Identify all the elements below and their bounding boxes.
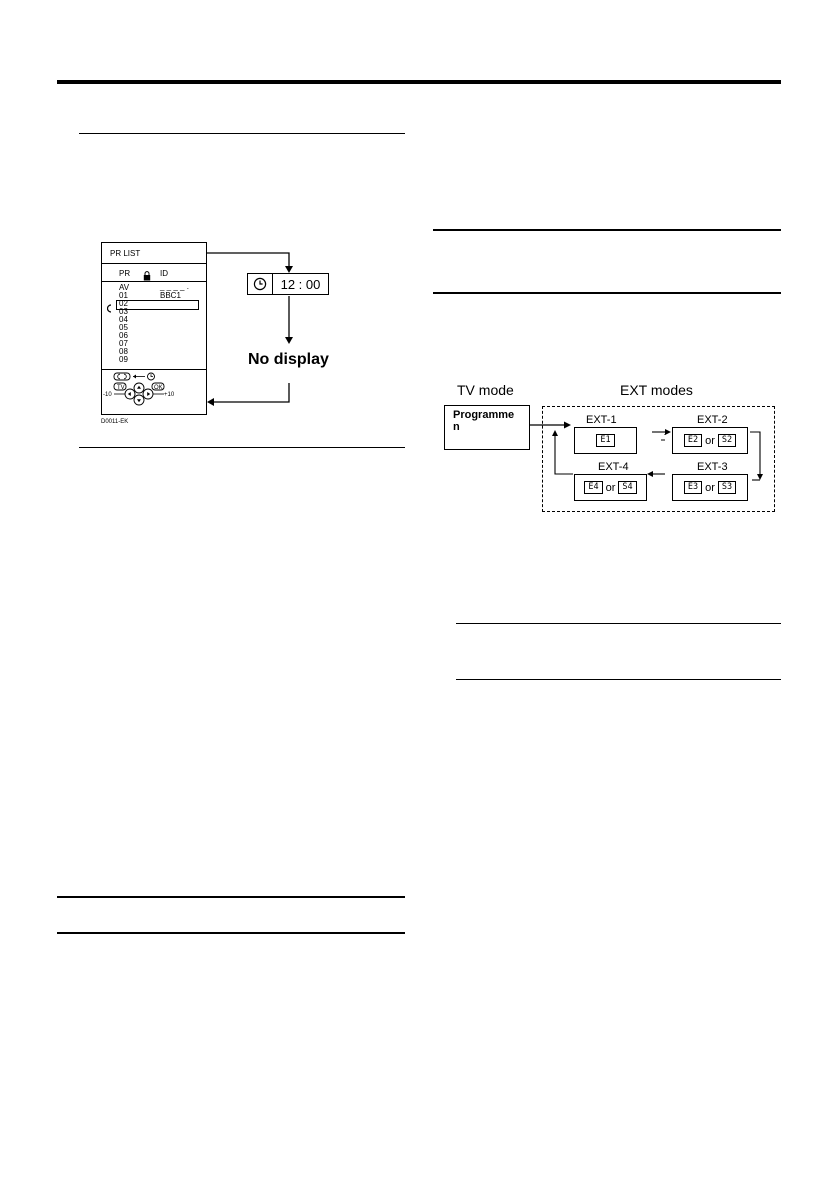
- section-rule: [456, 623, 781, 624]
- ext-4-tag-e: E4: [584, 481, 602, 494]
- flow-arrows: [200, 245, 300, 410]
- lock-icon: [143, 268, 151, 286]
- channel-row: 06: [119, 331, 128, 340]
- divider: [102, 263, 206, 264]
- ext-2-label: EXT-2: [697, 414, 728, 426]
- cursor-icon: [107, 300, 113, 318]
- section-rule: [79, 447, 405, 448]
- ext-3-label: EXT-3: [697, 461, 728, 473]
- ext-3-tag-s: S3: [718, 481, 736, 494]
- ext-1-tag: E1: [596, 434, 614, 447]
- key-tv-label: TV: [117, 385, 125, 391]
- header-rule: [57, 80, 781, 84]
- programme-label: Programme n: [453, 409, 515, 433]
- channel-row: 07: [119, 339, 128, 348]
- section-rule: [456, 679, 781, 680]
- or-text: or: [705, 434, 715, 447]
- divider: [102, 281, 206, 282]
- section-rule: [79, 133, 405, 134]
- diagram-code: D0011-EK: [101, 419, 129, 425]
- channel-row: 05: [119, 323, 128, 332]
- section-rule: [433, 229, 781, 231]
- ext-modes-label: EXT modes: [620, 382, 693, 398]
- ext-2-tag-s: S2: [718, 434, 736, 447]
- clock-icon: [248, 274, 273, 294]
- ext-1-label: EXT-1: [586, 414, 617, 426]
- ext-3-box: [672, 474, 748, 501]
- ext-2-tag-e: E2: [684, 434, 702, 447]
- ext-4-tag-s: S4: [618, 481, 636, 494]
- tv-mode-label: TV mode: [457, 382, 514, 398]
- key-minus10-label: -10: [103, 392, 112, 398]
- selected-row-highlight: [116, 300, 199, 310]
- pr-list-title: PR LIST: [110, 249, 141, 258]
- channel-row: 03: [119, 307, 128, 316]
- clock-display: [247, 273, 329, 295]
- channel-row: 01: [119, 291, 128, 300]
- no-display-label: No display: [248, 351, 329, 368]
- key-ok-label: OK: [154, 385, 163, 391]
- channel-row: 09: [119, 355, 128, 364]
- ext-4-box: [574, 474, 647, 501]
- channel-row: AV: [119, 283, 130, 292]
- or-text: or: [605, 481, 616, 494]
- channel-row: 08: [119, 347, 128, 356]
- ext-1-box: [574, 427, 637, 454]
- channel-row: 02: [119, 299, 128, 308]
- channel-row: 04: [119, 315, 128, 324]
- section-rule: [57, 896, 405, 898]
- channel-id: BBC1: [160, 291, 181, 300]
- column-pr: PR: [119, 269, 131, 278]
- id-placeholder: _ _ _ _ .: [160, 282, 189, 291]
- key-plus10-label: +10: [164, 392, 175, 398]
- ext-4-label: EXT-4: [598, 461, 629, 473]
- section-rule: [433, 292, 781, 294]
- ext-2-box: [672, 427, 748, 454]
- column-id: ID: [160, 269, 168, 278]
- programme-box: [444, 405, 530, 450]
- pr-list-screen: [101, 242, 207, 415]
- section-rule: [57, 932, 405, 934]
- clock-time: 12 : 00: [280, 276, 321, 292]
- or-text: or: [705, 481, 715, 494]
- ext-3-tag-e: E3: [684, 481, 702, 494]
- remote-keys-illustration: [102, 370, 206, 414]
